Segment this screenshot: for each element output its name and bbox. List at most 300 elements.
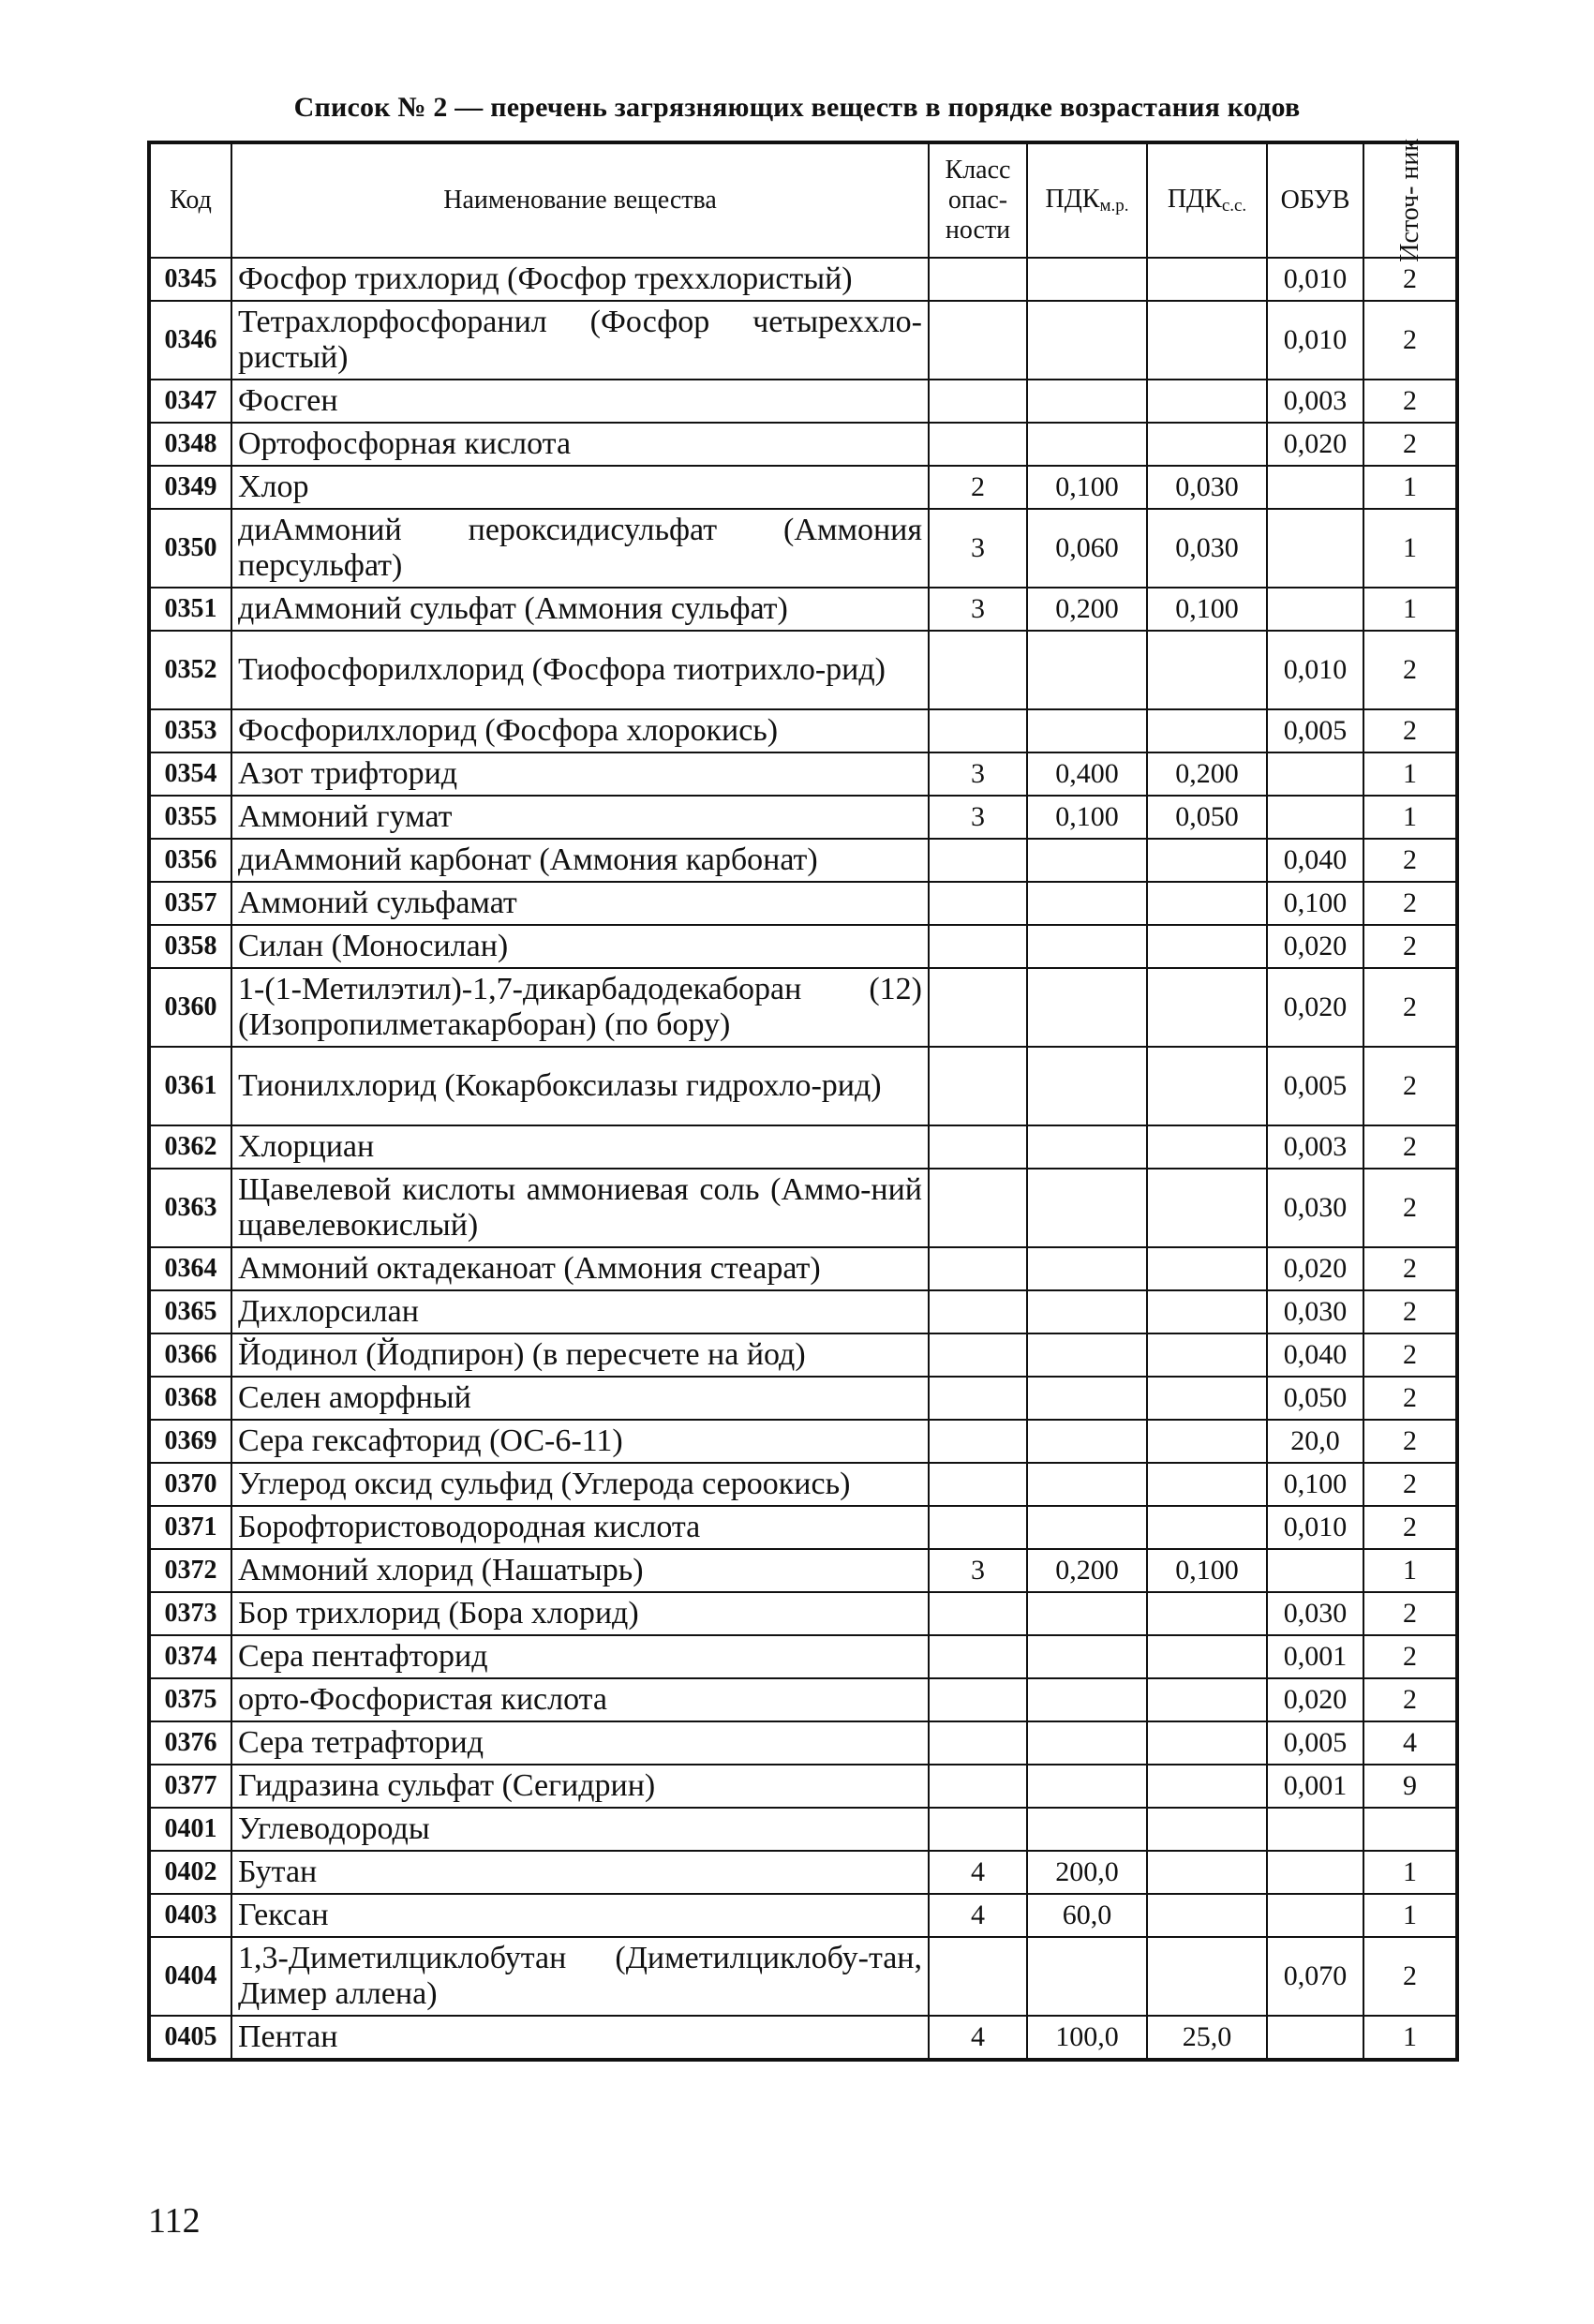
cell-code: 0363 xyxy=(149,1169,231,1247)
cell-obuv: 0,020 xyxy=(1267,968,1363,1047)
cell-pdk-ss xyxy=(1147,1506,1267,1549)
cell-pdk-ss: 0,030 xyxy=(1147,509,1267,588)
cell-name: Бор трихлорид (Бора хлорид) xyxy=(231,1592,929,1635)
cell-obuv: 0,040 xyxy=(1267,1333,1363,1377)
cell-pdk-mr xyxy=(1027,1506,1147,1549)
cell-source: 2 xyxy=(1363,423,1457,466)
cell-source: 2 xyxy=(1363,1333,1457,1377)
cell-hazard-class xyxy=(929,1125,1027,1169)
cell-pdk-ss xyxy=(1147,925,1267,968)
table-row xyxy=(149,258,1457,301)
cell-pdk-mr xyxy=(1027,1808,1147,1851)
table-header-row xyxy=(149,142,1457,258)
cell-pdk-ss xyxy=(1147,258,1267,301)
cell-name: Щавелевой кислоты аммониевая соль (Аммо-ний щавелевокислый) xyxy=(231,1169,929,1247)
cell-pdk-ss: 0,030 xyxy=(1147,466,1267,509)
cell-code: 0374 xyxy=(149,1635,231,1678)
table-row xyxy=(149,1592,1457,1635)
cell-pdk-mr xyxy=(1027,1420,1147,1463)
table-row xyxy=(149,588,1457,631)
table-row xyxy=(149,882,1457,925)
cell-pdk-ss: 25,0 xyxy=(1147,2016,1267,2060)
cell-name: Фосген xyxy=(231,380,929,423)
cell-obuv: 0,001 xyxy=(1267,1765,1363,1808)
cell-source: 2 xyxy=(1363,1635,1457,1678)
cell-source: 9 xyxy=(1363,1765,1457,1808)
cell-obuv: 0,030 xyxy=(1267,1169,1363,1247)
cell-pdk-ss: 0,100 xyxy=(1147,588,1267,631)
cell-pdk-mr: 0,100 xyxy=(1027,796,1147,839)
cell-code: 0366 xyxy=(149,1333,231,1377)
cell-code: 0403 xyxy=(149,1894,231,1937)
cell-source: 1 xyxy=(1363,466,1457,509)
cell-name: Углеводороды xyxy=(231,1808,929,1851)
cell-code: 0375 xyxy=(149,1678,231,1721)
table-row xyxy=(149,2016,1457,2060)
table-row xyxy=(149,1765,1457,1808)
cell-pdk-ss xyxy=(1147,1937,1267,2016)
cell-hazard-class xyxy=(929,1635,1027,1678)
cell-source: 2 xyxy=(1363,1463,1457,1506)
cell-pdk-ss xyxy=(1147,423,1267,466)
cell-obuv xyxy=(1267,466,1363,509)
cell-pdk-mr xyxy=(1027,1463,1147,1506)
cell-pdk-mr xyxy=(1027,301,1147,380)
cell-hazard-class xyxy=(929,709,1027,752)
cell-pdk-ss xyxy=(1147,1765,1267,1808)
cell-code: 0353 xyxy=(149,709,231,752)
cell-pdk-ss xyxy=(1147,1592,1267,1635)
cell-name: Углерод оксид сульфид (Углерода сероокись) xyxy=(231,1463,929,1506)
cell-pdk-mr xyxy=(1027,1678,1147,1721)
cell-hazard-class xyxy=(929,1678,1027,1721)
cell-obuv xyxy=(1267,796,1363,839)
cell-code: 0360 xyxy=(149,968,231,1047)
cell-hazard-class: 3 xyxy=(929,509,1027,588)
cell-code: 0377 xyxy=(149,1765,231,1808)
cell-pdk-mr xyxy=(1027,380,1147,423)
cell-pdk-ss: 0,100 xyxy=(1147,1549,1267,1592)
cell-pdk-mr xyxy=(1027,882,1147,925)
cell-pdk-mr xyxy=(1027,925,1147,968)
table-row xyxy=(149,1678,1457,1721)
cell-hazard-class xyxy=(929,1377,1027,1420)
cell-hazard-class xyxy=(929,1937,1027,2016)
cell-pdk-ss xyxy=(1147,1333,1267,1377)
cell-obuv: 20,0 xyxy=(1267,1420,1363,1463)
table-row xyxy=(149,1169,1457,1247)
cell-obuv: 0,040 xyxy=(1267,839,1363,882)
cell-hazard-class xyxy=(929,1463,1027,1506)
cell-source: 2 xyxy=(1363,1169,1457,1247)
cell-pdk-mr xyxy=(1027,1937,1147,2016)
table-row xyxy=(149,1506,1457,1549)
cell-source: 2 xyxy=(1363,1247,1457,1290)
page-title: Список № 2 — перечень загрязняющих веществ в порядке возрастания кодов xyxy=(293,92,1301,123)
cell-code: 0376 xyxy=(149,1721,231,1765)
table-row xyxy=(149,1635,1457,1678)
cell-obuv: 0,003 xyxy=(1267,380,1363,423)
cell-pdk-mr xyxy=(1027,1592,1147,1635)
table-row xyxy=(149,1937,1457,2016)
cell-pdk-mr: 0,100 xyxy=(1027,466,1147,509)
cell-code: 0404 xyxy=(149,1937,231,2016)
cell-code: 0364 xyxy=(149,1247,231,1290)
header-source xyxy=(1363,139,1457,262)
cell-pdk-mr xyxy=(1027,1721,1147,1765)
cell-name: Аммоний гумат xyxy=(231,796,929,839)
cell-pdk-ss xyxy=(1147,631,1267,709)
table-row xyxy=(149,423,1457,466)
header-name: Наименование вещества xyxy=(231,142,929,258)
table-row xyxy=(149,709,1457,752)
cell-hazard-class xyxy=(929,1047,1027,1125)
cell-hazard-class xyxy=(929,1765,1027,1808)
cell-pdk-ss xyxy=(1147,1420,1267,1463)
cell-name: Хлорциан xyxy=(231,1125,929,1169)
cell-source: 2 xyxy=(1363,925,1457,968)
cell-hazard-class: 3 xyxy=(929,752,1027,796)
header-pdk-ss xyxy=(1147,142,1267,258)
cell-source: 2 xyxy=(1363,1377,1457,1420)
cell-obuv: 0,100 xyxy=(1267,882,1363,925)
header-pdk-mr-main: ПДК xyxy=(1045,185,1100,215)
cell-obuv: 0,005 xyxy=(1267,1047,1363,1125)
cell-name: Аммоний октадеканоат (Аммония стеарат) xyxy=(231,1247,929,1290)
cell-name: орто-Фосфористая кислота xyxy=(231,1678,929,1721)
cell-source: 2 xyxy=(1363,301,1457,380)
cell-source: 1 xyxy=(1363,509,1457,588)
cell-name: Хлор xyxy=(231,466,929,509)
cell-obuv: 0,010 xyxy=(1267,1506,1363,1549)
cell-hazard-class xyxy=(929,258,1027,301)
cell-pdk-ss xyxy=(1147,301,1267,380)
cell-hazard-class xyxy=(929,882,1027,925)
cell-name: Гексан xyxy=(231,1894,929,1937)
cell-obuv xyxy=(1267,1549,1363,1592)
cell-obuv: 0,003 xyxy=(1267,1125,1363,1169)
cell-code: 0355 xyxy=(149,796,231,839)
header-pdk-ss-sub: с.с. xyxy=(1221,196,1247,216)
cell-name: диАммоний карбонат (Аммония карбонат) xyxy=(231,839,929,882)
cell-pdk-ss xyxy=(1147,1247,1267,1290)
table-row xyxy=(149,968,1457,1047)
cell-name: Пентан xyxy=(231,2016,929,2060)
cell-source: 2 xyxy=(1363,1290,1457,1333)
header-obuv: ОБУВ xyxy=(1267,142,1363,258)
cell-name: Тетрахлорфосфоранил (Фосфор четыреххло-ристый) xyxy=(231,301,929,380)
cell-source: 4 xyxy=(1363,1721,1457,1765)
cell-code: 0352 xyxy=(149,631,231,709)
cell-obuv xyxy=(1267,1808,1363,1851)
cell-obuv: 0,020 xyxy=(1267,1247,1363,1290)
cell-pdk-mr xyxy=(1027,1765,1147,1808)
cell-name: Селен аморфный xyxy=(231,1377,929,1420)
cell-hazard-class: 4 xyxy=(929,1851,1027,1894)
cell-name: Фосфорилхлорид (Фосфора хлорокись) xyxy=(231,709,929,752)
table-body xyxy=(149,258,1457,2060)
cell-source: 1 xyxy=(1363,1851,1457,1894)
cell-name: Сера пентафторид xyxy=(231,1635,929,1678)
cell-source: 2 xyxy=(1363,1506,1457,1549)
cell-hazard-class xyxy=(929,1506,1027,1549)
cell-hazard-class xyxy=(929,380,1027,423)
table-row xyxy=(149,839,1457,882)
cell-obuv xyxy=(1267,509,1363,588)
cell-source: 2 xyxy=(1363,1125,1457,1169)
cell-pdk-mr xyxy=(1027,968,1147,1047)
cell-obuv: 0,005 xyxy=(1267,1721,1363,1765)
cell-name: 1,3-Диметилциклобутан (Диметилциклобу-тан, Димер аллена) xyxy=(231,1937,929,2016)
table-row xyxy=(149,1333,1457,1377)
cell-obuv: 0,010 xyxy=(1267,631,1363,709)
cell-pdk-mr xyxy=(1027,1169,1147,1247)
cell-hazard-class: 2 xyxy=(929,466,1027,509)
cell-obuv: 0,020 xyxy=(1267,423,1363,466)
cell-pdk-mr xyxy=(1027,1247,1147,1290)
cell-obuv: 0,030 xyxy=(1267,1290,1363,1333)
cell-code: 0351 xyxy=(149,588,231,631)
cell-pdk-mr xyxy=(1027,709,1147,752)
cell-name: Йодинол (Йодпирон) (в пересчете на йод) xyxy=(231,1333,929,1377)
cell-name: Сера гексафторид (ОС-6-11) xyxy=(231,1420,929,1463)
cell-pdk-mr xyxy=(1027,1377,1147,1420)
cell-hazard-class xyxy=(929,631,1027,709)
table-row xyxy=(149,1808,1457,1851)
cell-source: 1 xyxy=(1363,1894,1457,1937)
cell-code: 0368 xyxy=(149,1377,231,1420)
cell-name: Дихлорсилан xyxy=(231,1290,929,1333)
cell-name: диАммоний пероксидисульфат (Аммония персульфат) xyxy=(231,509,929,588)
cell-pdk-mr: 0,200 xyxy=(1027,1549,1147,1592)
cell-name: Бутан xyxy=(231,1851,929,1894)
header-source-text: Источ- ник xyxy=(1394,139,1424,262)
cell-obuv: 0,010 xyxy=(1267,301,1363,380)
cell-pdk-ss xyxy=(1147,1808,1267,1851)
header-pdk-mr-sub: м.р. xyxy=(1099,196,1129,216)
cell-name: диАммоний сульфат (Аммония сульфат) xyxy=(231,588,929,631)
cell-obuv: 0,010 xyxy=(1267,258,1363,301)
cell-pdk-ss xyxy=(1147,839,1267,882)
cell-pdk-ss xyxy=(1147,1721,1267,1765)
cell-pdk-mr: 60,0 xyxy=(1027,1894,1147,1937)
cell-name: Тионилхлорид (Кокарбоксилазы гидрохло-рид) xyxy=(231,1047,929,1125)
cell-pdk-mr xyxy=(1027,1125,1147,1169)
cell-pdk-mr xyxy=(1027,423,1147,466)
cell-pdk-ss: 0,200 xyxy=(1147,752,1267,796)
cell-source: 1 xyxy=(1363,588,1457,631)
cell-pdk-ss xyxy=(1147,1377,1267,1420)
cell-pdk-mr xyxy=(1027,1635,1147,1678)
cell-pdk-mr: 0,200 xyxy=(1027,588,1147,631)
cell-obuv: 0,050 xyxy=(1267,1377,1363,1420)
substances-table xyxy=(147,141,1459,2062)
cell-source: 1 xyxy=(1363,752,1457,796)
cell-name: Аммоний сульфамат xyxy=(231,882,929,925)
cell-hazard-class xyxy=(929,1808,1027,1851)
table-row xyxy=(149,1125,1457,1169)
cell-hazard-class xyxy=(929,1290,1027,1333)
cell-obuv: 0,001 xyxy=(1267,1635,1363,1678)
cell-hazard-class xyxy=(929,1169,1027,1247)
table-row xyxy=(149,301,1457,380)
cell-code: 0348 xyxy=(149,423,231,466)
table-row xyxy=(149,752,1457,796)
cell-pdk-mr xyxy=(1027,1290,1147,1333)
cell-pdk-ss xyxy=(1147,882,1267,925)
cell-pdk-ss xyxy=(1147,1678,1267,1721)
cell-hazard-class xyxy=(929,839,1027,882)
cell-pdk-ss xyxy=(1147,1125,1267,1169)
cell-obuv xyxy=(1267,588,1363,631)
cell-hazard-class xyxy=(929,1333,1027,1377)
cell-source: 2 xyxy=(1363,1678,1457,1721)
page-number: 112 xyxy=(148,2201,201,2241)
header-hazard-class: Класс опас- ности xyxy=(929,142,1027,258)
cell-pdk-ss xyxy=(1147,1169,1267,1247)
cell-obuv xyxy=(1267,2016,1363,2060)
cell-code: 0349 xyxy=(149,466,231,509)
cell-code: 0358 xyxy=(149,925,231,968)
cell-pdk-mr: 200,0 xyxy=(1027,1851,1147,1894)
cell-code: 0405 xyxy=(149,2016,231,2060)
cell-hazard-class: 3 xyxy=(929,1549,1027,1592)
table-row xyxy=(149,1047,1457,1125)
cell-code: 0401 xyxy=(149,1808,231,1851)
cell-source: 2 xyxy=(1363,1592,1457,1635)
cell-name: Фосфор трихлорид (Фосфор треххлористый) xyxy=(231,258,929,301)
cell-obuv: 0,100 xyxy=(1267,1463,1363,1506)
cell-pdk-ss xyxy=(1147,1635,1267,1678)
cell-source: 2 xyxy=(1363,380,1457,423)
cell-pdk-mr xyxy=(1027,839,1147,882)
cell-pdk-ss xyxy=(1147,1851,1267,1894)
cell-obuv xyxy=(1267,1894,1363,1937)
cell-name: Аммоний хлорид (Нашатырь) xyxy=(231,1549,929,1592)
cell-pdk-mr: 0,060 xyxy=(1027,509,1147,588)
cell-hazard-class xyxy=(929,301,1027,380)
cell-obuv: 0,020 xyxy=(1267,1678,1363,1721)
cell-obuv: 0,070 xyxy=(1267,1937,1363,2016)
cell-hazard-class: 4 xyxy=(929,1894,1027,1937)
cell-code: 0371 xyxy=(149,1506,231,1549)
header-code: Код xyxy=(149,142,231,258)
header-pdk-ss-main: ПДК xyxy=(1167,185,1222,215)
header-pdk-mr xyxy=(1027,142,1147,258)
cell-obuv xyxy=(1267,752,1363,796)
cell-code: 0370 xyxy=(149,1463,231,1506)
cell-code: 0346 xyxy=(149,301,231,380)
cell-hazard-class xyxy=(929,1420,1027,1463)
cell-source: 2 xyxy=(1363,631,1457,709)
cell-code: 0372 xyxy=(149,1549,231,1592)
cell-code: 0354 xyxy=(149,752,231,796)
cell-code: 0345 xyxy=(149,258,231,301)
cell-pdk-mr xyxy=(1027,631,1147,709)
cell-hazard-class xyxy=(929,1721,1027,1765)
cell-source: 2 xyxy=(1363,839,1457,882)
cell-hazard-class: 3 xyxy=(929,796,1027,839)
cell-code: 0402 xyxy=(149,1851,231,1894)
cell-pdk-mr: 0,400 xyxy=(1027,752,1147,796)
cell-source: 2 xyxy=(1363,1047,1457,1125)
cell-source: 2 xyxy=(1363,1420,1457,1463)
cell-hazard-class xyxy=(929,1247,1027,1290)
cell-code: 0350 xyxy=(149,509,231,588)
cell-pdk-mr xyxy=(1027,1333,1147,1377)
cell-hazard-class xyxy=(929,968,1027,1047)
cell-name: Гидразина сульфат (Сегидрин) xyxy=(231,1765,929,1808)
table-row xyxy=(149,1851,1457,1894)
table-row xyxy=(149,1377,1457,1420)
table-row xyxy=(149,1247,1457,1290)
cell-source: 1 xyxy=(1363,1549,1457,1592)
table-row xyxy=(149,1549,1457,1592)
cell-pdk-ss xyxy=(1147,1894,1267,1937)
cell-hazard-class xyxy=(929,423,1027,466)
cell-pdk-ss xyxy=(1147,1047,1267,1125)
cell-pdk-mr: 100,0 xyxy=(1027,2016,1147,2060)
cell-source: 2 xyxy=(1363,968,1457,1047)
table-row xyxy=(149,925,1457,968)
cell-obuv xyxy=(1267,1851,1363,1894)
table-row xyxy=(149,509,1457,588)
cell-hazard-class: 3 xyxy=(929,588,1027,631)
cell-hazard-class xyxy=(929,925,1027,968)
cell-pdk-ss: 0,050 xyxy=(1147,796,1267,839)
cell-name: Ортофосфорная кислота xyxy=(231,423,929,466)
cell-code: 0347 xyxy=(149,380,231,423)
cell-code: 0373 xyxy=(149,1592,231,1635)
cell-pdk-mr xyxy=(1027,258,1147,301)
cell-source: 1 xyxy=(1363,2016,1457,2060)
cell-source: 2 xyxy=(1363,258,1457,301)
cell-obuv: 0,020 xyxy=(1267,925,1363,968)
cell-code: 0356 xyxy=(149,839,231,882)
cell-source: 2 xyxy=(1363,882,1457,925)
cell-name: 1-(1-Метилэтил)-1,7-дикарбадодекаборан (12) (Изопропилметакарборан) (по бору) xyxy=(231,968,929,1047)
table-row xyxy=(149,1420,1457,1463)
table-row xyxy=(149,1894,1457,1937)
cell-obuv: 0,030 xyxy=(1267,1592,1363,1635)
cell-name: Тиофосфорилхлорид (Фосфора тиотрихло-рид) xyxy=(231,631,929,709)
cell-source xyxy=(1363,1808,1457,1851)
table-row xyxy=(149,1290,1457,1333)
table-row xyxy=(149,1463,1457,1506)
cell-pdk-mr xyxy=(1027,1047,1147,1125)
table-row xyxy=(149,796,1457,839)
cell-hazard-class xyxy=(929,1592,1027,1635)
cell-pdk-ss xyxy=(1147,380,1267,423)
cell-source: 2 xyxy=(1363,1937,1457,2016)
cell-name: Азот трифторид xyxy=(231,752,929,796)
table-row xyxy=(149,466,1457,509)
cell-pdk-ss xyxy=(1147,968,1267,1047)
cell-source: 1 xyxy=(1363,796,1457,839)
cell-name: Силан (Моносилан) xyxy=(231,925,929,968)
cell-code: 0357 xyxy=(149,882,231,925)
cell-obuv: 0,005 xyxy=(1267,709,1363,752)
cell-code: 0362 xyxy=(149,1125,231,1169)
cell-code: 0369 xyxy=(149,1420,231,1463)
cell-hazard-class: 4 xyxy=(929,2016,1027,2060)
cell-source: 2 xyxy=(1363,709,1457,752)
cell-pdk-ss xyxy=(1147,1463,1267,1506)
cell-pdk-ss xyxy=(1147,1290,1267,1333)
cell-name: Борофтористоводородная кислота xyxy=(231,1506,929,1549)
cell-code: 0361 xyxy=(149,1047,231,1125)
table-row xyxy=(149,631,1457,709)
